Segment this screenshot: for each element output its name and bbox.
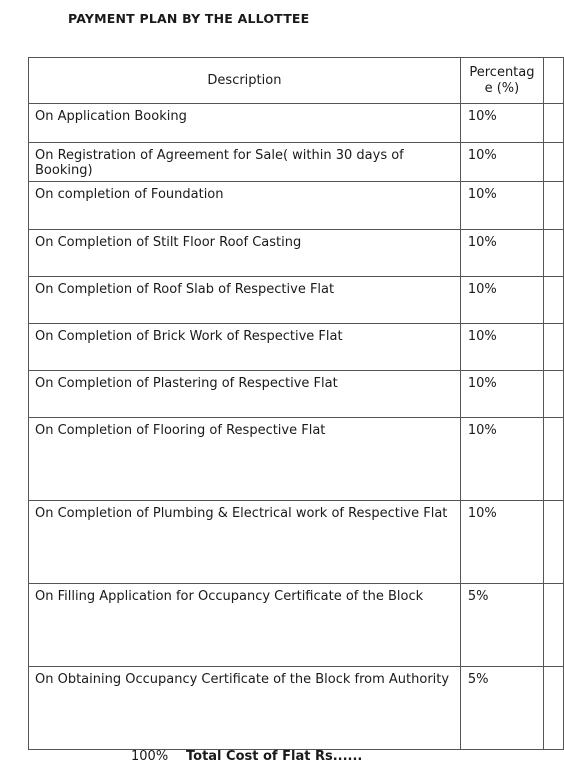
extra-cell [543,584,563,667]
table-row [29,143,564,182]
row-percentage: 10% [467,376,497,391]
table-row [29,418,564,501]
table-row [29,584,564,667]
extra-cell [543,182,563,230]
extra-cell [543,418,563,501]
percentage-header [460,58,543,104]
row-description: On Completion of Roof Slab of Respective Flat [35,282,335,297]
row-percentage: 10% [467,423,497,438]
row-percentage: 10% [467,187,497,202]
table-row [29,371,564,418]
row-percentage: 10% [467,148,497,163]
extra-cell [543,667,563,750]
table-row [29,104,564,143]
total-percentage: 100% [131,749,169,764]
row-description: On completion of Foundation [35,187,224,202]
row-percentage: 10% [467,282,497,297]
table-row [29,182,564,230]
row-description: On Completion of Brick Work of Respective Flat [35,329,343,344]
extra-cell [543,143,563,182]
extra-cell [543,324,563,371]
percentage-header-label: Percentag e (%) [469,64,535,96]
row-description: On Completion of Flooring of Respective Flat [35,423,326,438]
table-header-row [29,58,564,104]
document-title: PAYMENT PLAN BY THE ALLOTTEE [68,11,310,26]
table-row [29,501,564,584]
extra-column-header [543,58,563,104]
total-cost-label: Total Cost of Flat Rs...... [186,749,363,764]
table-row [29,667,564,750]
extra-cell [543,501,563,584]
row-percentage: 5% [467,672,489,687]
table-row [29,230,564,277]
row-description: On Completion of Stilt Floor Roof Casting [35,235,302,250]
table-row [29,277,564,324]
payment-plan-table [28,57,564,750]
row-description: On Completion of Plumbing & Electrical work of Respective Flat [35,506,448,521]
extra-cell [543,371,563,418]
table-row [29,324,564,371]
row-percentage: 5% [467,589,489,604]
row-percentage: 10% [467,235,497,250]
row-percentage: 10% [467,506,497,521]
row-percentage: 10% [467,109,497,124]
extra-cell [543,230,563,277]
row-description: On Obtaining Occupancy Certificate of the Block from Authority [35,672,450,687]
description-header: Description [29,58,461,104]
extra-cell [543,104,563,143]
row-description: On Registration of Agreement for Sale( within 30 days of Booking) [35,148,404,178]
row-description: On Completion of Plastering of Respective Flat [35,376,338,391]
row-description: On Filling Application for Occupancy Certificate of the Block [35,589,424,604]
extra-cell [543,277,563,324]
row-description: On Application Booking [35,109,187,124]
row-percentage: 10% [467,329,497,344]
